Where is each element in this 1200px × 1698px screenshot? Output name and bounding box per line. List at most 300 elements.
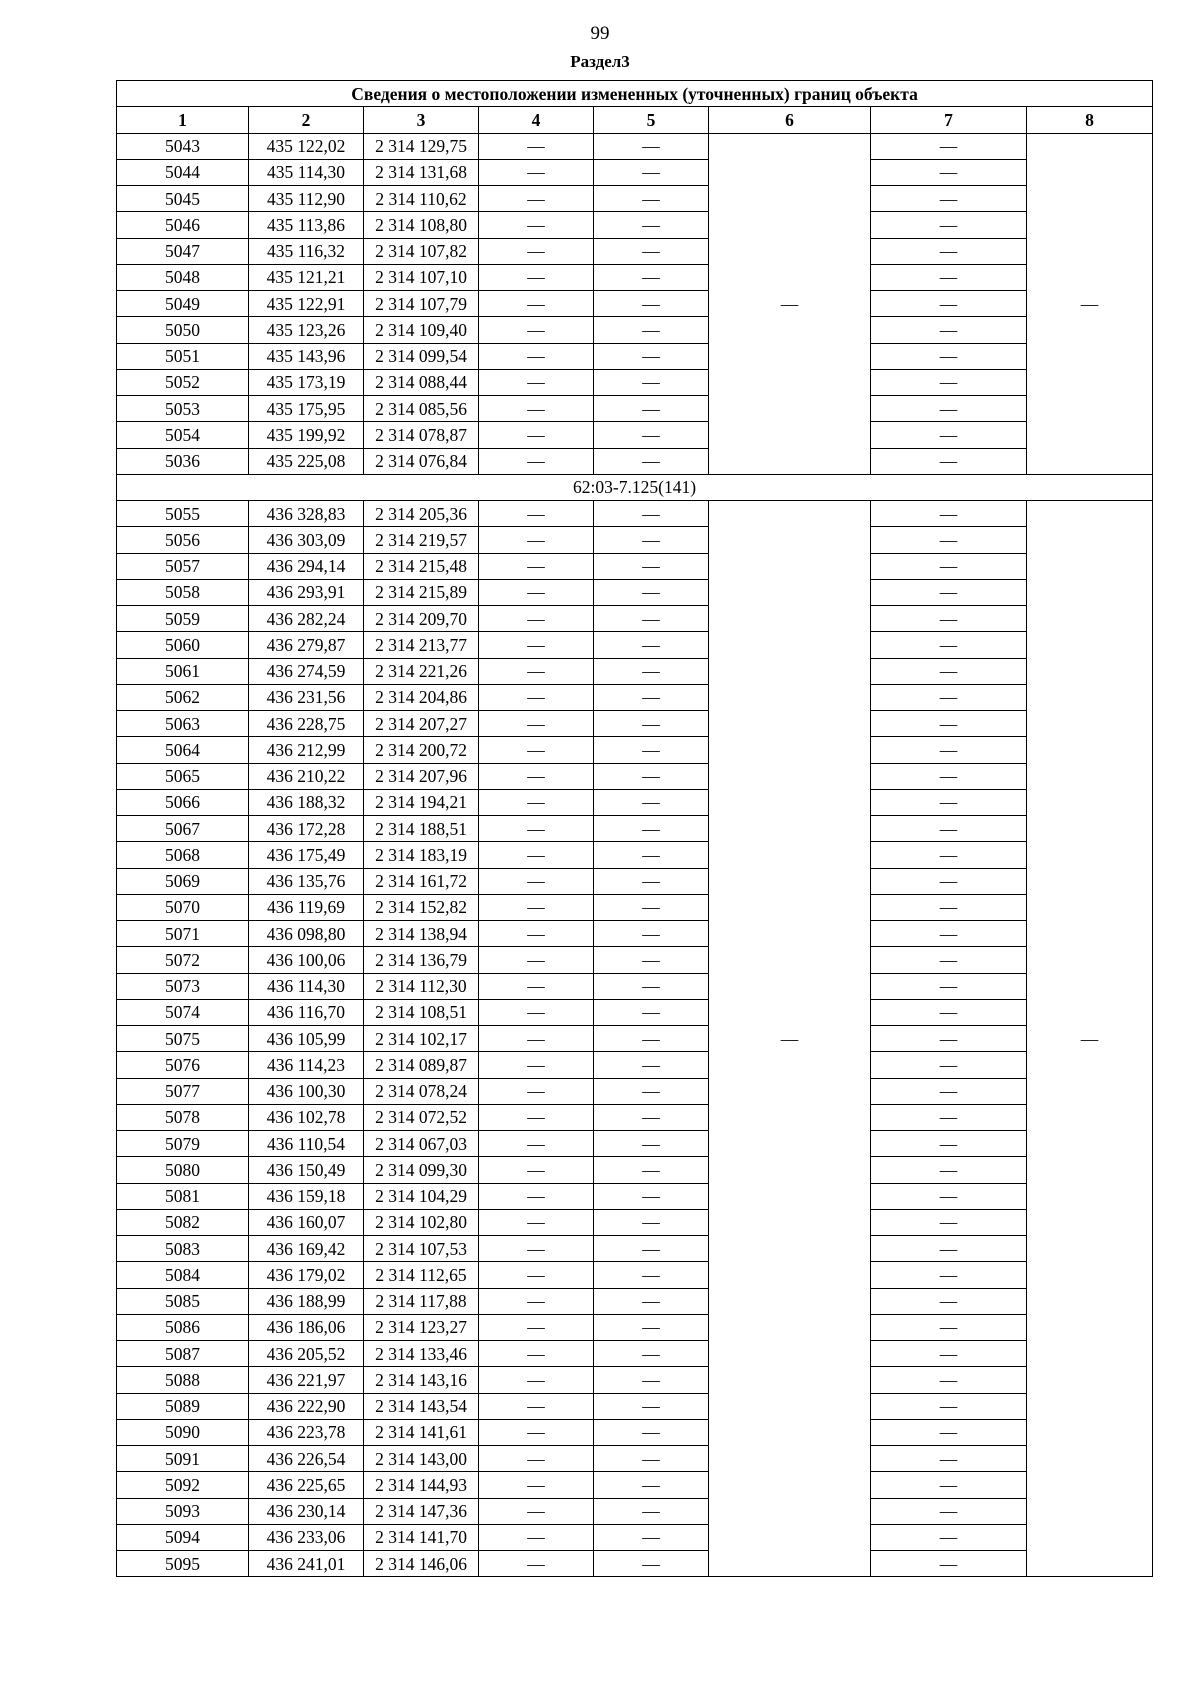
dash-cell: — bbox=[871, 973, 1027, 999]
table-row bbox=[117, 159, 1153, 185]
dash-cell: — bbox=[871, 1314, 1027, 1340]
dash-cell: — bbox=[594, 868, 709, 894]
dash-cell: — bbox=[871, 212, 1027, 238]
column-header-2: 2 bbox=[249, 107, 364, 133]
dash-cell: — bbox=[479, 1052, 594, 1078]
dash-cell: — bbox=[871, 894, 1027, 920]
y-coordinate-cell: 2 314 108,51 bbox=[364, 999, 479, 1025]
table-row bbox=[117, 1498, 1153, 1524]
dash-cell: — bbox=[594, 317, 709, 343]
table-caption: Сведения о местоположении измененных (уточненных) границ объекта bbox=[117, 81, 1153, 107]
x-coordinate-cell: 435 123,26 bbox=[249, 317, 364, 343]
point-number-cell: 5078 bbox=[117, 1104, 249, 1130]
x-coordinate-cell: 436 294,14 bbox=[249, 553, 364, 579]
x-coordinate-cell: 436 160,07 bbox=[249, 1209, 364, 1235]
merged-dash-cell: — bbox=[1027, 133, 1153, 474]
point-number-cell: 5068 bbox=[117, 842, 249, 868]
table-row bbox=[117, 579, 1153, 605]
table-row bbox=[117, 1104, 1153, 1130]
dash-cell: — bbox=[871, 1393, 1027, 1419]
point-number-cell: 5083 bbox=[117, 1236, 249, 1262]
dash-cell: — bbox=[871, 632, 1027, 658]
dash-cell: — bbox=[479, 1419, 594, 1445]
dash-cell: — bbox=[479, 947, 594, 973]
y-coordinate-cell: 2 314 143,54 bbox=[364, 1393, 479, 1419]
table-row bbox=[117, 448, 1153, 474]
x-coordinate-cell: 436 228,75 bbox=[249, 711, 364, 737]
y-coordinate-cell: 2 314 099,54 bbox=[364, 343, 479, 369]
point-number-cell: 5082 bbox=[117, 1209, 249, 1235]
table-row bbox=[117, 1209, 1153, 1235]
table-row bbox=[117, 264, 1153, 290]
table-body bbox=[117, 133, 1153, 1577]
point-number-cell: 5061 bbox=[117, 658, 249, 684]
table-row bbox=[117, 1419, 1153, 1445]
dash-cell: — bbox=[594, 579, 709, 605]
dash-cell: — bbox=[594, 632, 709, 658]
x-coordinate-cell: 435 173,19 bbox=[249, 369, 364, 395]
y-coordinate-cell: 2 314 215,48 bbox=[364, 553, 479, 579]
dash-cell: — bbox=[479, 894, 594, 920]
dash-cell: — bbox=[479, 763, 594, 789]
dash-cell: — bbox=[594, 1341, 709, 1367]
point-number-cell: 5079 bbox=[117, 1131, 249, 1157]
dash-cell: — bbox=[479, 264, 594, 290]
dash-cell: — bbox=[594, 842, 709, 868]
table-row bbox=[117, 1288, 1153, 1314]
table-row bbox=[117, 921, 1153, 947]
x-coordinate-cell: 436 102,78 bbox=[249, 1104, 364, 1130]
x-coordinate-cell: 436 179,02 bbox=[249, 1262, 364, 1288]
dash-cell: — bbox=[594, 422, 709, 448]
x-coordinate-cell: 435 122,91 bbox=[249, 291, 364, 317]
point-number-cell: 5045 bbox=[117, 186, 249, 212]
point-number-cell: 5049 bbox=[117, 291, 249, 317]
y-coordinate-cell: 2 314 067,03 bbox=[364, 1131, 479, 1157]
dash-cell: — bbox=[871, 868, 1027, 894]
point-number-cell: 5095 bbox=[117, 1551, 249, 1577]
point-number-cell: 5073 bbox=[117, 973, 249, 999]
point-number-cell: 5075 bbox=[117, 1026, 249, 1052]
y-coordinate-cell: 2 314 072,52 bbox=[364, 1104, 479, 1130]
dash-cell: — bbox=[594, 1524, 709, 1550]
dash-cell: — bbox=[594, 1052, 709, 1078]
dash-cell: — bbox=[594, 737, 709, 763]
dash-cell: — bbox=[479, 1524, 594, 1550]
x-coordinate-cell: 436 116,70 bbox=[249, 999, 364, 1025]
y-coordinate-cell: 2 314 110,62 bbox=[364, 186, 479, 212]
dash-cell: — bbox=[479, 1551, 594, 1577]
x-coordinate-cell: 436 279,87 bbox=[249, 632, 364, 658]
dash-cell: — bbox=[479, 684, 594, 710]
dash-cell: — bbox=[871, 1367, 1027, 1393]
point-number-cell: 5052 bbox=[117, 369, 249, 395]
dash-cell: — bbox=[594, 212, 709, 238]
dash-cell: — bbox=[479, 343, 594, 369]
table-row bbox=[117, 1183, 1153, 1209]
dash-cell: — bbox=[594, 1393, 709, 1419]
dash-cell: — bbox=[871, 396, 1027, 422]
y-coordinate-cell: 2 314 085,56 bbox=[364, 396, 479, 422]
dash-cell: — bbox=[871, 1551, 1027, 1577]
dash-cell: — bbox=[479, 973, 594, 999]
table-row bbox=[117, 1367, 1153, 1393]
table-row bbox=[117, 1157, 1153, 1183]
point-number-cell: 5064 bbox=[117, 737, 249, 763]
point-number-cell: 5047 bbox=[117, 238, 249, 264]
y-coordinate-cell: 2 314 108,80 bbox=[364, 212, 479, 238]
y-coordinate-cell: 2 314 117,88 bbox=[364, 1288, 479, 1314]
point-number-cell: 5087 bbox=[117, 1341, 249, 1367]
point-number-cell: 5074 bbox=[117, 999, 249, 1025]
table-row bbox=[117, 868, 1153, 894]
table-row bbox=[117, 1236, 1153, 1262]
x-coordinate-cell: 436 135,76 bbox=[249, 868, 364, 894]
dash-cell: — bbox=[479, 579, 594, 605]
x-coordinate-cell: 436 226,54 bbox=[249, 1446, 364, 1472]
point-number-cell: 5044 bbox=[117, 159, 249, 185]
dash-cell: — bbox=[594, 396, 709, 422]
table-row bbox=[117, 396, 1153, 422]
point-number-cell: 5090 bbox=[117, 1419, 249, 1445]
table-row bbox=[117, 212, 1153, 238]
table-row bbox=[117, 343, 1153, 369]
point-number-cell: 5076 bbox=[117, 1052, 249, 1078]
dash-cell: — bbox=[479, 789, 594, 815]
dash-cell: — bbox=[594, 264, 709, 290]
y-coordinate-cell: 2 314 207,96 bbox=[364, 763, 479, 789]
dash-cell: — bbox=[871, 1288, 1027, 1314]
dash-cell: — bbox=[871, 501, 1027, 527]
dash-cell: — bbox=[871, 1209, 1027, 1235]
dash-cell: — bbox=[479, 159, 594, 185]
point-number-cell: 5094 bbox=[117, 1524, 249, 1550]
x-coordinate-cell: 436 212,99 bbox=[249, 737, 364, 763]
dash-cell: — bbox=[594, 1419, 709, 1445]
dash-cell: — bbox=[479, 816, 594, 842]
dash-cell: — bbox=[594, 947, 709, 973]
column-header-7: 7 bbox=[871, 107, 1027, 133]
table-row bbox=[117, 369, 1153, 395]
section-title: Раздел3 bbox=[570, 52, 630, 71]
table-row bbox=[117, 684, 1153, 710]
x-coordinate-cell: 435 114,30 bbox=[249, 159, 364, 185]
dash-cell: — bbox=[479, 1157, 594, 1183]
table-row bbox=[117, 1524, 1153, 1550]
dash-cell: — bbox=[479, 212, 594, 238]
y-coordinate-cell: 2 314 205,36 bbox=[364, 501, 479, 527]
x-coordinate-cell: 435 113,86 bbox=[249, 212, 364, 238]
x-coordinate-cell: 436 114,23 bbox=[249, 1052, 364, 1078]
dash-cell: — bbox=[479, 632, 594, 658]
point-number-cell: 5050 bbox=[117, 317, 249, 343]
table-row bbox=[117, 291, 1153, 317]
point-number-cell: 5081 bbox=[117, 1183, 249, 1209]
dash-cell: — bbox=[479, 1367, 594, 1393]
x-coordinate-cell: 436 110,54 bbox=[249, 1131, 364, 1157]
dash-cell: — bbox=[479, 1262, 594, 1288]
point-number-cell: 5043 bbox=[117, 133, 249, 159]
x-coordinate-cell: 436 119,69 bbox=[249, 894, 364, 920]
dash-cell: — bbox=[871, 1524, 1027, 1550]
y-coordinate-cell: 2 314 188,51 bbox=[364, 816, 479, 842]
table-row bbox=[117, 737, 1153, 763]
dash-cell: — bbox=[594, 1026, 709, 1052]
dash-cell: — bbox=[594, 1262, 709, 1288]
dash-cell: — bbox=[594, 238, 709, 264]
y-coordinate-cell: 2 314 109,40 bbox=[364, 317, 479, 343]
y-coordinate-cell: 2 314 102,17 bbox=[364, 1026, 479, 1052]
x-coordinate-cell: 436 328,83 bbox=[249, 501, 364, 527]
y-coordinate-cell: 2 314 141,70 bbox=[364, 1524, 479, 1550]
x-coordinate-cell: 436 303,09 bbox=[249, 527, 364, 553]
y-coordinate-cell: 2 314 143,16 bbox=[364, 1367, 479, 1393]
table-row bbox=[117, 1131, 1153, 1157]
x-coordinate-cell: 435 175,95 bbox=[249, 396, 364, 422]
x-coordinate-cell: 436 282,24 bbox=[249, 606, 364, 632]
y-coordinate-cell: 2 314 107,53 bbox=[364, 1236, 479, 1262]
dash-cell: — bbox=[871, 1341, 1027, 1367]
point-number-cell: 5085 bbox=[117, 1288, 249, 1314]
dash-cell: — bbox=[871, 422, 1027, 448]
dash-cell: — bbox=[594, 159, 709, 185]
dash-cell: — bbox=[871, 343, 1027, 369]
dash-cell: — bbox=[479, 501, 594, 527]
dash-cell: — bbox=[871, 553, 1027, 579]
y-coordinate-cell: 2 314 213,77 bbox=[364, 632, 479, 658]
table-row bbox=[117, 133, 1153, 159]
dash-cell: — bbox=[871, 133, 1027, 159]
table-row bbox=[117, 1551, 1153, 1577]
point-number-cell: 5063 bbox=[117, 711, 249, 737]
y-coordinate-cell: 2 314 078,24 bbox=[364, 1078, 479, 1104]
dash-cell: — bbox=[594, 1551, 709, 1577]
table-row bbox=[117, 186, 1153, 212]
table-row bbox=[117, 553, 1153, 579]
dash-cell: — bbox=[871, 842, 1027, 868]
dash-cell: — bbox=[479, 1341, 594, 1367]
x-coordinate-cell: 436 188,32 bbox=[249, 789, 364, 815]
table-row bbox=[117, 501, 1153, 527]
dash-cell: — bbox=[871, 947, 1027, 973]
dash-cell: — bbox=[594, 1288, 709, 1314]
dash-cell: — bbox=[871, 737, 1027, 763]
x-coordinate-cell: 436 225,65 bbox=[249, 1472, 364, 1498]
page-number: 99 bbox=[590, 23, 610, 44]
y-coordinate-cell: 2 314 204,86 bbox=[364, 684, 479, 710]
dash-cell: — bbox=[479, 1026, 594, 1052]
dash-cell: — bbox=[479, 291, 594, 317]
table-row bbox=[117, 999, 1153, 1025]
dash-cell: — bbox=[594, 606, 709, 632]
dash-cell: — bbox=[594, 1183, 709, 1209]
point-number-cell: 5056 bbox=[117, 527, 249, 553]
x-coordinate-cell: 436 172,28 bbox=[249, 816, 364, 842]
y-coordinate-cell: 2 314 107,82 bbox=[364, 238, 479, 264]
dash-cell: — bbox=[479, 1498, 594, 1524]
dash-cell: — bbox=[594, 711, 709, 737]
point-number-cell: 5051 bbox=[117, 343, 249, 369]
dash-cell: — bbox=[871, 1131, 1027, 1157]
dash-cell: — bbox=[871, 369, 1027, 395]
y-coordinate-cell: 2 314 209,70 bbox=[364, 606, 479, 632]
table-row bbox=[117, 763, 1153, 789]
dash-cell: — bbox=[594, 343, 709, 369]
merged-dash-cell: — bbox=[709, 501, 871, 1577]
dash-cell: — bbox=[594, 894, 709, 920]
dash-cell: — bbox=[594, 527, 709, 553]
dash-cell: — bbox=[479, 369, 594, 395]
point-number-cell: 5055 bbox=[117, 501, 249, 527]
table-row bbox=[117, 422, 1153, 448]
dash-cell: — bbox=[871, 658, 1027, 684]
x-coordinate-cell: 435 143,96 bbox=[249, 343, 364, 369]
dash-cell: — bbox=[479, 238, 594, 264]
dash-cell: — bbox=[871, 317, 1027, 343]
x-coordinate-cell: 436 150,49 bbox=[249, 1157, 364, 1183]
table-row bbox=[117, 1052, 1153, 1078]
point-number-cell: 5067 bbox=[117, 816, 249, 842]
dash-cell: — bbox=[479, 868, 594, 894]
table-row bbox=[117, 632, 1153, 658]
y-coordinate-cell: 2 314 161,72 bbox=[364, 868, 479, 894]
table-row bbox=[117, 317, 1153, 343]
y-coordinate-cell: 2 314 219,57 bbox=[364, 527, 479, 553]
table-row bbox=[117, 894, 1153, 920]
dash-cell: — bbox=[479, 999, 594, 1025]
point-number-cell: 5088 bbox=[117, 1367, 249, 1393]
table-row bbox=[117, 1446, 1153, 1472]
dash-cell: — bbox=[594, 1367, 709, 1393]
merged-dash-cell: — bbox=[1027, 501, 1153, 1577]
point-number-cell: 5071 bbox=[117, 921, 249, 947]
x-coordinate-cell: 436 169,42 bbox=[249, 1236, 364, 1262]
x-coordinate-cell: 436 210,22 bbox=[249, 763, 364, 789]
dash-cell: — bbox=[594, 1314, 709, 1340]
table-row bbox=[117, 973, 1153, 999]
table-row bbox=[117, 606, 1153, 632]
y-coordinate-cell: 2 314 112,30 bbox=[364, 973, 479, 999]
dash-cell: — bbox=[479, 1236, 594, 1262]
column-header-3: 3 bbox=[364, 107, 479, 133]
dash-cell: — bbox=[594, 1104, 709, 1130]
point-number-cell: 5057 bbox=[117, 553, 249, 579]
point-number-cell: 5084 bbox=[117, 1262, 249, 1288]
x-coordinate-cell: 436 175,49 bbox=[249, 842, 364, 868]
y-coordinate-cell: 2 314 215,89 bbox=[364, 579, 479, 605]
y-coordinate-cell: 2 314 129,75 bbox=[364, 133, 479, 159]
dash-cell: — bbox=[594, 1236, 709, 1262]
table-row bbox=[117, 658, 1153, 684]
y-coordinate-cell: 2 314 078,87 bbox=[364, 422, 479, 448]
x-coordinate-cell: 436 293,91 bbox=[249, 579, 364, 605]
point-number-cell: 5072 bbox=[117, 947, 249, 973]
dash-cell: — bbox=[479, 1288, 594, 1314]
x-coordinate-cell: 436 159,18 bbox=[249, 1183, 364, 1209]
dash-cell: — bbox=[594, 973, 709, 999]
dash-cell: — bbox=[479, 396, 594, 422]
point-number-cell: 5070 bbox=[117, 894, 249, 920]
point-number-cell: 5060 bbox=[117, 632, 249, 658]
dash-cell: — bbox=[594, 186, 709, 212]
dash-cell: — bbox=[871, 1026, 1027, 1052]
x-coordinate-cell: 435 112,90 bbox=[249, 186, 364, 212]
point-number-cell: 5048 bbox=[117, 264, 249, 290]
table-row bbox=[117, 1472, 1153, 1498]
dash-cell: — bbox=[594, 658, 709, 684]
group-label-row bbox=[117, 474, 1153, 500]
dash-cell: — bbox=[479, 553, 594, 579]
dash-cell: — bbox=[594, 133, 709, 159]
y-coordinate-cell: 2 314 136,79 bbox=[364, 947, 479, 973]
dash-cell: — bbox=[871, 159, 1027, 185]
dash-cell: — bbox=[871, 448, 1027, 474]
x-coordinate-cell: 436 186,06 bbox=[249, 1314, 364, 1340]
dash-cell: — bbox=[479, 527, 594, 553]
dash-cell: — bbox=[594, 999, 709, 1025]
dash-cell: — bbox=[479, 1078, 594, 1104]
dash-cell: — bbox=[479, 1104, 594, 1130]
table-row bbox=[117, 711, 1153, 737]
column-header-5: 5 bbox=[594, 107, 709, 133]
point-number-cell: 5089 bbox=[117, 1393, 249, 1419]
point-number-cell: 5069 bbox=[117, 868, 249, 894]
point-number-cell: 5054 bbox=[117, 422, 249, 448]
dash-cell: — bbox=[594, 789, 709, 815]
x-coordinate-cell: 435 122,02 bbox=[249, 133, 364, 159]
table-row bbox=[117, 842, 1153, 868]
y-coordinate-cell: 2 314 102,80 bbox=[364, 1209, 479, 1235]
y-coordinate-cell: 2 314 107,10 bbox=[364, 264, 479, 290]
dash-cell: — bbox=[594, 448, 709, 474]
dash-cell: — bbox=[479, 606, 594, 632]
y-coordinate-cell: 2 314 104,29 bbox=[364, 1183, 479, 1209]
x-coordinate-cell: 436 230,14 bbox=[249, 1498, 364, 1524]
table-row bbox=[117, 1262, 1153, 1288]
y-coordinate-cell: 2 314 076,84 bbox=[364, 448, 479, 474]
y-coordinate-cell: 2 314 207,27 bbox=[364, 711, 479, 737]
x-coordinate-cell: 436 221,97 bbox=[249, 1367, 364, 1393]
point-number-cell: 5093 bbox=[117, 1498, 249, 1524]
y-coordinate-cell: 2 314 194,21 bbox=[364, 789, 479, 815]
x-coordinate-cell: 436 098,80 bbox=[249, 921, 364, 947]
dash-cell: — bbox=[594, 684, 709, 710]
table-row bbox=[117, 238, 1153, 264]
y-coordinate-cell: 2 314 144,93 bbox=[364, 1472, 479, 1498]
dash-cell: — bbox=[871, 999, 1027, 1025]
table-row bbox=[117, 1026, 1153, 1052]
x-coordinate-cell: 436 222,90 bbox=[249, 1393, 364, 1419]
dash-cell: — bbox=[594, 1209, 709, 1235]
dash-cell: — bbox=[594, 1131, 709, 1157]
dash-cell: — bbox=[594, 1472, 709, 1498]
y-coordinate-cell: 2 314 152,82 bbox=[364, 894, 479, 920]
table-row bbox=[117, 789, 1153, 815]
y-coordinate-cell: 2 314 143,00 bbox=[364, 1446, 479, 1472]
dash-cell: — bbox=[479, 1472, 594, 1498]
dash-cell: — bbox=[871, 186, 1027, 212]
y-coordinate-cell: 2 314 123,27 bbox=[364, 1314, 479, 1340]
dash-cell: — bbox=[871, 291, 1027, 317]
dash-cell: — bbox=[479, 1209, 594, 1235]
dash-cell: — bbox=[871, 763, 1027, 789]
dash-cell: — bbox=[594, 291, 709, 317]
dash-cell: — bbox=[871, 527, 1027, 553]
dash-cell: — bbox=[871, 1262, 1027, 1288]
table-row bbox=[117, 1314, 1153, 1340]
group-label: 62:03-7.125(141) bbox=[117, 474, 1153, 500]
dash-cell: — bbox=[594, 1078, 709, 1104]
